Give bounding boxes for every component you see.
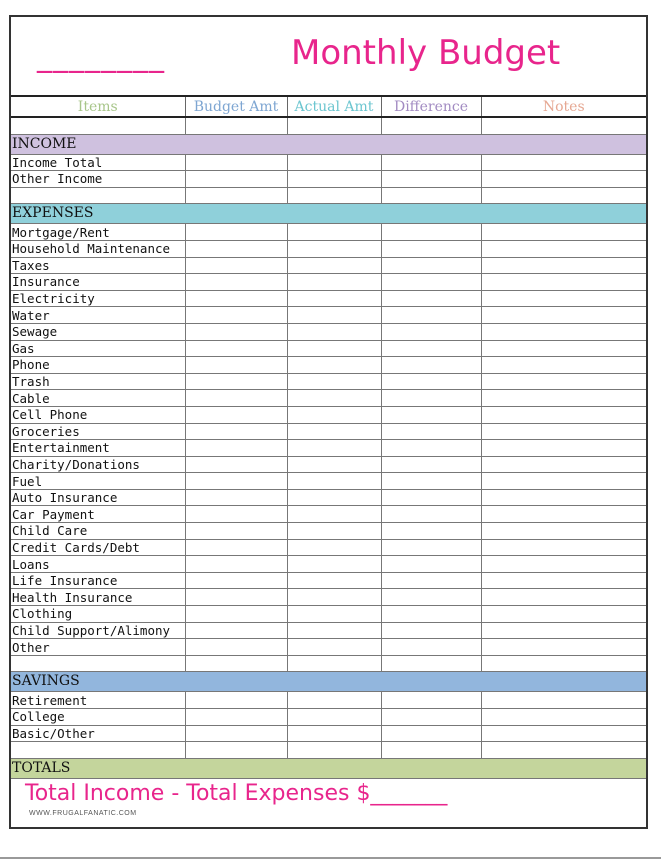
difference-cell[interactable] — [381, 725, 481, 742]
difference-cell[interactable] — [381, 639, 481, 656]
notes-cell[interactable] — [481, 171, 646, 188]
actual-amt-cell[interactable] — [287, 240, 381, 257]
notes-cell[interactable] — [481, 390, 646, 407]
item-label: Gas — [11, 340, 185, 357]
notes-cell[interactable] — [481, 572, 646, 589]
difference-cell[interactable] — [381, 473, 481, 490]
item-label: Child Support/Alimony — [11, 622, 185, 639]
item-label: Cell Phone — [11, 406, 185, 423]
budget-amt-cell[interactable] — [185, 440, 287, 457]
difference-cell[interactable] — [381, 423, 481, 440]
difference-cell[interactable] — [381, 456, 481, 473]
actual-amt-cell[interactable] — [287, 539, 381, 556]
item-label: Child Care — [11, 523, 185, 540]
blank-row — [11, 655, 646, 672]
table-row — [11, 572, 646, 589]
notes-cell[interactable] — [481, 373, 646, 390]
item-label: Basic/Other — [11, 725, 185, 742]
budget-amt-cell[interactable] — [185, 742, 287, 759]
actual-amt-cell[interactable] — [287, 340, 381, 357]
budget-amt-cell[interactable] — [185, 556, 287, 573]
budget-amt-cell[interactable] — [185, 357, 287, 374]
section-label: INCOME — [11, 134, 646, 154]
budget-sheet — [9, 15, 648, 829]
actual-amt-cell[interactable] — [287, 473, 381, 490]
difference-cell[interactable] — [381, 539, 481, 556]
table-row — [11, 506, 646, 523]
item-label: Auto Insurance — [11, 489, 185, 506]
table-row — [11, 692, 646, 709]
budget-amt-cell[interactable] — [185, 622, 287, 639]
difference-cell[interactable] — [381, 589, 481, 606]
notes-cell[interactable] — [481, 423, 646, 440]
table-row — [11, 639, 646, 656]
notes-cell[interactable] — [481, 224, 646, 241]
table-row — [11, 440, 646, 457]
notes-cell[interactable] — [481, 357, 646, 374]
notes-cell[interactable] — [481, 692, 646, 709]
budget-amt-cell[interactable] — [185, 154, 287, 171]
actual-amt-cell[interactable] — [287, 224, 381, 241]
difference-cell[interactable] — [381, 257, 481, 274]
item-label: Groceries — [11, 423, 185, 440]
actual-amt-cell[interactable] — [287, 257, 381, 274]
budget-amt-cell[interactable] — [185, 639, 287, 656]
table-row — [11, 290, 646, 307]
budget-amt-cell[interactable] — [185, 539, 287, 556]
notes-cell[interactable] — [481, 456, 646, 473]
difference-cell[interactable] — [381, 290, 481, 307]
table-row — [11, 622, 646, 639]
budget-amt-cell[interactable] — [185, 390, 287, 407]
table-row — [11, 725, 646, 742]
budget-amt-cell[interactable] — [185, 655, 287, 672]
difference-cell[interactable] — [381, 606, 481, 623]
item-label: Car Payment — [11, 506, 185, 523]
item-label: Retirement — [11, 692, 185, 709]
difference-cell[interactable] — [381, 523, 481, 540]
difference-cell[interactable] — [381, 117, 481, 134]
notes-cell[interactable] — [481, 187, 646, 204]
table-row — [11, 274, 646, 291]
table-row — [11, 406, 646, 423]
section-header-totals — [11, 758, 646, 778]
section-label: EXPENSES — [11, 204, 646, 224]
item-label: Mortgage/Rent — [11, 224, 185, 241]
budget-amt-cell[interactable] — [185, 274, 287, 291]
actual-amt-cell[interactable] — [287, 406, 381, 423]
table-row — [11, 709, 646, 726]
notes-cell[interactable] — [481, 655, 646, 672]
actual-amt-cell[interactable] — [287, 589, 381, 606]
table-row — [11, 556, 646, 573]
actual-amt-cell[interactable] — [287, 440, 381, 457]
title-blank-line: ________ — [37, 39, 165, 74]
notes-cell[interactable] — [481, 606, 646, 623]
section-header-savings — [11, 672, 646, 692]
item-label: Taxes — [11, 257, 185, 274]
notes-cell[interactable] — [481, 307, 646, 324]
table-row — [11, 240, 646, 257]
item-label: Loans — [11, 556, 185, 573]
notes-cell[interactable] — [481, 506, 646, 523]
actual-amt-cell[interactable] — [287, 523, 381, 540]
budget-amt-cell[interactable] — [185, 117, 287, 134]
actual-amt-cell[interactable] — [287, 171, 381, 188]
difference-cell[interactable] — [381, 440, 481, 457]
difference-cell[interactable] — [381, 154, 481, 171]
totals-formula: Total Income - Total Expenses $_______ — [25, 781, 448, 806]
notes-cell[interactable] — [481, 725, 646, 742]
item-label — [11, 187, 185, 204]
notes-cell[interactable] — [481, 440, 646, 457]
item-label: Trash — [11, 373, 185, 390]
actual-amt-cell[interactable] — [287, 274, 381, 291]
item-label: Insurance — [11, 274, 185, 291]
item-label: College — [11, 709, 185, 726]
table-row — [11, 539, 646, 556]
budget-amt-cell[interactable] — [185, 506, 287, 523]
table-row — [11, 589, 646, 606]
budget-amt-cell[interactable] — [185, 257, 287, 274]
notes-cell[interactable] — [481, 489, 646, 506]
notes-cell[interactable] — [481, 323, 646, 340]
actual-amt-cell[interactable] — [287, 390, 381, 407]
budget-amt-cell[interactable] — [185, 473, 287, 490]
difference-cell[interactable] — [381, 323, 481, 340]
notes-cell[interactable] — [481, 406, 646, 423]
section-label: SAVINGS — [11, 672, 646, 692]
table-row — [11, 323, 646, 340]
actual-amt-cell[interactable] — [287, 290, 381, 307]
actual-amt-cell[interactable] — [287, 606, 381, 623]
blank-row — [11, 187, 646, 204]
item-label — [11, 742, 185, 759]
difference-cell[interactable] — [381, 171, 481, 188]
notes-cell[interactable] — [481, 154, 646, 171]
difference-cell[interactable] — [381, 373, 481, 390]
item-label: Life Insurance — [11, 572, 185, 589]
budget-amt-cell[interactable] — [185, 406, 287, 423]
difference-cell[interactable] — [381, 274, 481, 291]
notes-cell[interactable] — [481, 257, 646, 274]
difference-cell[interactable] — [381, 390, 481, 407]
budget-amt-cell[interactable] — [185, 187, 287, 204]
column-header-difference: Difference — [381, 96, 481, 117]
difference-cell[interactable] — [381, 572, 481, 589]
difference-cell[interactable] — [381, 340, 481, 357]
page-title: Monthly Budget — [291, 33, 561, 73]
difference-cell[interactable] — [381, 709, 481, 726]
column-header-actual-amt: Actual Amt — [287, 96, 381, 117]
section-label: TOTALS — [11, 758, 646, 778]
budget-amt-cell[interactable] — [185, 489, 287, 506]
budget-table — [11, 95, 646, 779]
actual-amt-cell[interactable] — [287, 639, 381, 656]
blank-row — [11, 742, 646, 759]
budget-amt-cell[interactable] — [185, 224, 287, 241]
actual-amt-cell[interactable] — [287, 423, 381, 440]
column-header-items: Items — [11, 96, 185, 117]
budget-amt-cell[interactable] — [185, 307, 287, 324]
actual-amt-cell[interactable] — [287, 357, 381, 374]
budget-amt-cell[interactable] — [185, 606, 287, 623]
table-row — [11, 340, 646, 357]
notes-cell[interactable] — [481, 639, 646, 656]
actual-amt-cell[interactable] — [287, 742, 381, 759]
table-body — [11, 117, 646, 778]
item-label: Entertainment — [11, 440, 185, 457]
notes-cell[interactable] — [481, 556, 646, 573]
page-divider — [0, 857, 661, 859]
item-label: Electricity — [11, 290, 185, 307]
difference-cell[interactable] — [381, 224, 481, 241]
item-label — [11, 655, 185, 672]
notes-cell[interactable] — [481, 709, 646, 726]
difference-cell[interactable] — [381, 742, 481, 759]
table-row — [11, 257, 646, 274]
actual-amt-cell[interactable] — [287, 187, 381, 204]
notes-cell[interactable] — [481, 523, 646, 540]
item-label: Health Insurance — [11, 589, 185, 606]
item-label: Clothing — [11, 606, 185, 623]
item-label: Cable — [11, 390, 185, 407]
item-label: Other — [11, 639, 185, 656]
section-header-income — [11, 134, 646, 154]
item-label: Credit Cards/Debt — [11, 539, 185, 556]
item-label — [11, 117, 185, 134]
difference-cell[interactable] — [381, 489, 481, 506]
notes-cell[interactable] — [481, 240, 646, 257]
item-label: Phone — [11, 357, 185, 374]
actual-amt-cell[interactable] — [287, 725, 381, 742]
actual-amt-cell[interactable] — [287, 572, 381, 589]
title-area — [11, 17, 646, 95]
budget-amt-cell[interactable] — [185, 725, 287, 742]
difference-cell[interactable] — [381, 240, 481, 257]
budget-amt-cell[interactable] — [185, 340, 287, 357]
header-row — [11, 96, 646, 117]
notes-cell[interactable] — [481, 117, 646, 134]
difference-cell[interactable] — [381, 187, 481, 204]
actual-amt-cell[interactable] — [287, 556, 381, 573]
table-row — [11, 357, 646, 374]
item-label: Income Total — [11, 154, 185, 171]
item-label: Sewage — [11, 323, 185, 340]
difference-cell[interactable] — [381, 556, 481, 573]
budget-amt-cell[interactable] — [185, 709, 287, 726]
table-row — [11, 224, 646, 241]
actual-amt-cell[interactable] — [287, 456, 381, 473]
budget-amt-cell[interactable] — [185, 373, 287, 390]
notes-cell[interactable] — [481, 589, 646, 606]
site-credit: WWW.FRUGALFANATIC.COM — [29, 810, 137, 817]
table-row — [11, 171, 646, 188]
actual-amt-cell[interactable] — [287, 307, 381, 324]
item-label: Other Income — [11, 171, 185, 188]
difference-cell[interactable] — [381, 506, 481, 523]
actual-amt-cell[interactable] — [287, 622, 381, 639]
table-row — [11, 456, 646, 473]
difference-cell[interactable] — [381, 622, 481, 639]
notes-cell[interactable] — [481, 622, 646, 639]
actual-amt-cell[interactable] — [287, 489, 381, 506]
table-row — [11, 523, 646, 540]
budget-amt-cell[interactable] — [185, 589, 287, 606]
budget-amt-cell[interactable] — [185, 523, 287, 540]
notes-cell[interactable] — [481, 274, 646, 291]
actual-amt-cell[interactable] — [287, 655, 381, 672]
item-label: Charity/Donations — [11, 456, 185, 473]
actual-amt-cell[interactable] — [287, 709, 381, 726]
actual-amt-cell[interactable] — [287, 154, 381, 171]
difference-cell[interactable] — [381, 307, 481, 324]
actual-amt-cell[interactable] — [287, 323, 381, 340]
notes-cell[interactable] — [481, 340, 646, 357]
notes-cell[interactable] — [481, 290, 646, 307]
actual-amt-cell[interactable] — [287, 117, 381, 134]
section-header-expenses — [11, 204, 646, 224]
budget-amt-cell[interactable] — [185, 290, 287, 307]
item-label: Household Maintenance — [11, 240, 185, 257]
notes-cell[interactable] — [481, 473, 646, 490]
item-label: Water — [11, 307, 185, 324]
table-row — [11, 489, 646, 506]
budget-amt-cell[interactable] — [185, 171, 287, 188]
table-row — [11, 473, 646, 490]
budget-amt-cell[interactable] — [185, 692, 287, 709]
budget-amt-cell[interactable] — [185, 572, 287, 589]
budget-amt-cell[interactable] — [185, 423, 287, 440]
table-row — [11, 390, 646, 407]
blank-row — [11, 117, 646, 134]
budget-amt-cell[interactable] — [185, 240, 287, 257]
notes-cell[interactable] — [481, 742, 646, 759]
column-header-notes: Notes — [481, 96, 646, 117]
difference-cell[interactable] — [381, 406, 481, 423]
actual-amt-cell[interactable] — [287, 692, 381, 709]
table-row — [11, 154, 646, 171]
column-header-budget-amt: Budget Amt — [185, 96, 287, 117]
difference-cell[interactable] — [381, 357, 481, 374]
actual-amt-cell[interactable] — [287, 373, 381, 390]
table-row — [11, 373, 646, 390]
actual-amt-cell[interactable] — [287, 506, 381, 523]
item-label: Fuel — [11, 473, 185, 490]
budget-amt-cell[interactable] — [185, 323, 287, 340]
table-row — [11, 606, 646, 623]
difference-cell[interactable] — [381, 692, 481, 709]
table-row — [11, 307, 646, 324]
table-row — [11, 423, 646, 440]
budget-amt-cell[interactable] — [185, 456, 287, 473]
difference-cell[interactable] — [381, 655, 481, 672]
notes-cell[interactable] — [481, 539, 646, 556]
